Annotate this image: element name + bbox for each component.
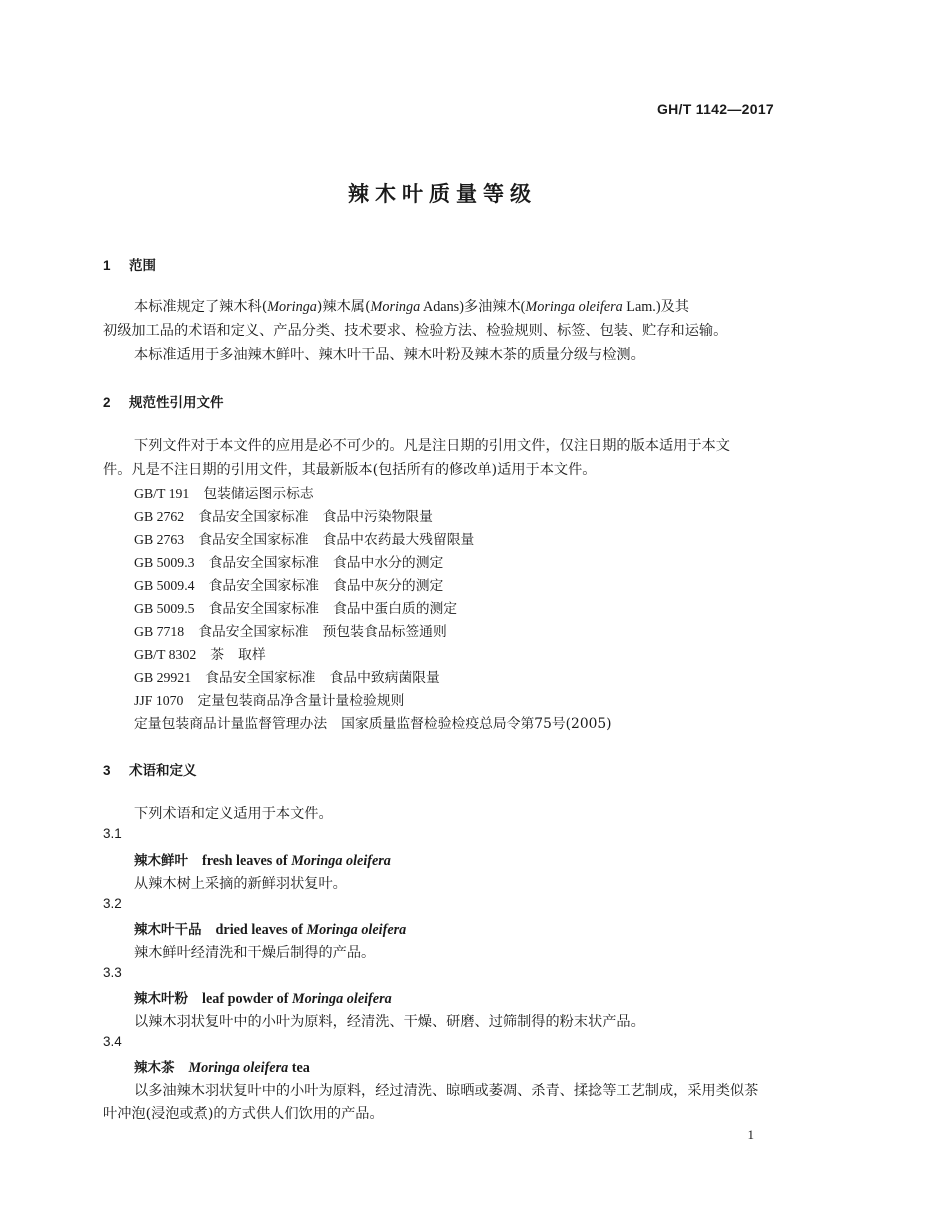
reference-code: JJF 1070 bbox=[134, 693, 184, 708]
section-title: 规范性引用文件 bbox=[129, 395, 224, 411]
reference-item bbox=[134, 574, 443, 594]
reference-item bbox=[134, 505, 433, 525]
reference-title: 食品安全国家标准 bbox=[198, 624, 309, 640]
term-heading bbox=[134, 918, 406, 939]
species-name: Moringa oleifera bbox=[525, 299, 623, 315]
section-number: 2 bbox=[103, 395, 111, 410]
reference-title: 食品中污染物限量 bbox=[322, 509, 433, 525]
term-number: 3.4 bbox=[103, 1034, 122, 1049]
reference-item bbox=[134, 643, 266, 663]
reference-item bbox=[134, 620, 447, 640]
term-number: 3.1 bbox=[103, 826, 122, 841]
terms-intro: 下列术语和定义适用于本文件。 bbox=[134, 806, 333, 822]
reference-title: 包装储运图示标志 bbox=[203, 486, 314, 502]
term-number: 3.3 bbox=[103, 965, 122, 980]
text-run: Lam.)及其 bbox=[622, 299, 689, 315]
reference-code: GB 29921 bbox=[134, 670, 192, 685]
term-chinese: 辣木鲜叶 bbox=[134, 853, 188, 869]
term-definition: 以辣木羽状复叶中的小叶为原料，经清洗、干燥、研磨、过筛制得的粉末状产品。 bbox=[134, 1014, 645, 1030]
term-heading bbox=[134, 849, 391, 870]
section-number: 1 bbox=[103, 258, 111, 273]
term-english: Moringa oleifera tea bbox=[188, 1060, 310, 1076]
reference-code: GB 2762 bbox=[134, 509, 185, 524]
reference-code: GB 2763 bbox=[134, 532, 185, 547]
section-1-heading bbox=[103, 254, 156, 274]
reference-title: 食品中致病菌限量 bbox=[329, 670, 440, 686]
term-definition-continued: 叶冲泡(浸泡或煮)的方式供人们饮用的产品。 bbox=[103, 1106, 384, 1122]
references-intro-line-2: 件。凡是不注日期的引用文件，其最新版本(包括所有的修改单)适用于本文件。 bbox=[103, 462, 597, 478]
section-2-heading bbox=[103, 391, 224, 411]
reference-title: 预包装食品标签通则 bbox=[322, 624, 447, 640]
reference-item bbox=[134, 712, 612, 732]
document-title: 辣木叶质量等级 bbox=[348, 182, 537, 206]
reference-code: GB/T 8302 bbox=[134, 647, 197, 662]
reference-title: 食品安全国家标准 bbox=[208, 555, 319, 571]
reference-item bbox=[134, 597, 457, 617]
reference-title: 食品安全国家标准 bbox=[208, 601, 319, 617]
section-3-heading bbox=[103, 759, 197, 779]
reference-title: 茶 bbox=[210, 647, 225, 663]
term-definition: 辣木鲜叶经清洗和干燥后制得的产品。 bbox=[134, 945, 376, 961]
reference-code: GB 5009.4 bbox=[134, 578, 195, 593]
reference-code: 定量包装商品计量监督管理办法 bbox=[134, 716, 328, 732]
term-definition: 从辣木树上采摘的新鲜羽状复叶。 bbox=[134, 876, 347, 892]
term-english: fresh leaves of Moringa oleifera bbox=[202, 853, 391, 869]
genus-name: Moringa bbox=[267, 299, 317, 315]
section-title: 术语和定义 bbox=[129, 763, 197, 779]
reference-item bbox=[134, 689, 404, 709]
reference-title: 食品安全国家标准 bbox=[208, 578, 319, 594]
scope-paragraph-1-line-2: 初级加工品的术语和定义、产品分类、技术要求、检验方法、检验规则、标签、包装、贮存和运输。 bbox=[103, 323, 728, 339]
reference-title: 食品中水分的测定 bbox=[332, 555, 444, 571]
reference-code: GB/T 191 bbox=[134, 486, 190, 501]
reference-code: GB 7718 bbox=[134, 624, 185, 639]
term-definition: 以多油辣木羽状复叶中的小叶为原料，经过清洗、晾晒或萎凋、杀青、揉捻等工艺制成，采用类似茶 bbox=[134, 1083, 759, 1099]
reference-title: 食品中灰分的测定 bbox=[332, 578, 444, 594]
reference-title: 食品安全国家标准 bbox=[198, 509, 309, 525]
page-number: 1 bbox=[747, 1127, 754, 1142]
reference-item bbox=[134, 666, 440, 686]
term-heading bbox=[134, 1056, 310, 1077]
standard-number: GH/T 1142—2017 bbox=[656, 101, 774, 117]
term-english: leaf powder of Moringa oleifera bbox=[202, 991, 392, 1007]
reference-item bbox=[134, 482, 314, 502]
term-chinese: 辣木茶 bbox=[134, 1060, 175, 1076]
reference-item bbox=[134, 551, 443, 571]
scope-paragraph-1-line-1 bbox=[134, 296, 689, 316]
reference-title: 食品中农药最大残留限量 bbox=[322, 532, 475, 548]
term-chinese: 辣木叶粉 bbox=[134, 991, 188, 1007]
text-run: 本标准规定了辣木科( bbox=[134, 299, 268, 315]
section-number: 3 bbox=[103, 763, 111, 778]
reference-title: 食品安全国家标准 bbox=[198, 532, 309, 548]
reference-title: 取样 bbox=[238, 647, 266, 663]
reference-title: 食品中蛋白质的测定 bbox=[332, 601, 458, 617]
reference-item bbox=[134, 528, 474, 548]
term-english: dried leaves of Moringa oleifera bbox=[215, 922, 407, 938]
genus-name: Moringa bbox=[370, 299, 421, 315]
reference-title: 定量包装商品净含量计量检验规则 bbox=[197, 693, 405, 709]
term-chinese: 辣木叶干品 bbox=[134, 922, 202, 938]
reference-title: 国家质量监督检验检疫总局令第75号(2005) bbox=[341, 716, 612, 732]
term-heading bbox=[134, 987, 392, 1008]
scope-paragraph-2: 本标准适用于多油辣木鲜叶、辣木叶干品、辣木叶粉及辣木茶的质量分级与检测。 bbox=[134, 347, 645, 363]
references-intro-line-1: 下列文件对于本文件的应用是必不可少的。凡是注日期的引用文件，仅注日期的版本适用于本文 bbox=[134, 438, 730, 454]
section-title: 范围 bbox=[129, 258, 156, 274]
text-run: )辣木属( bbox=[316, 299, 371, 315]
reference-code: GB 5009.3 bbox=[134, 555, 195, 570]
reference-title: 食品安全国家标准 bbox=[205, 670, 316, 686]
reference-code: GB 5009.5 bbox=[134, 601, 195, 616]
text-run: Adans)多油辣木( bbox=[420, 299, 526, 315]
term-number: 3.2 bbox=[103, 896, 122, 911]
